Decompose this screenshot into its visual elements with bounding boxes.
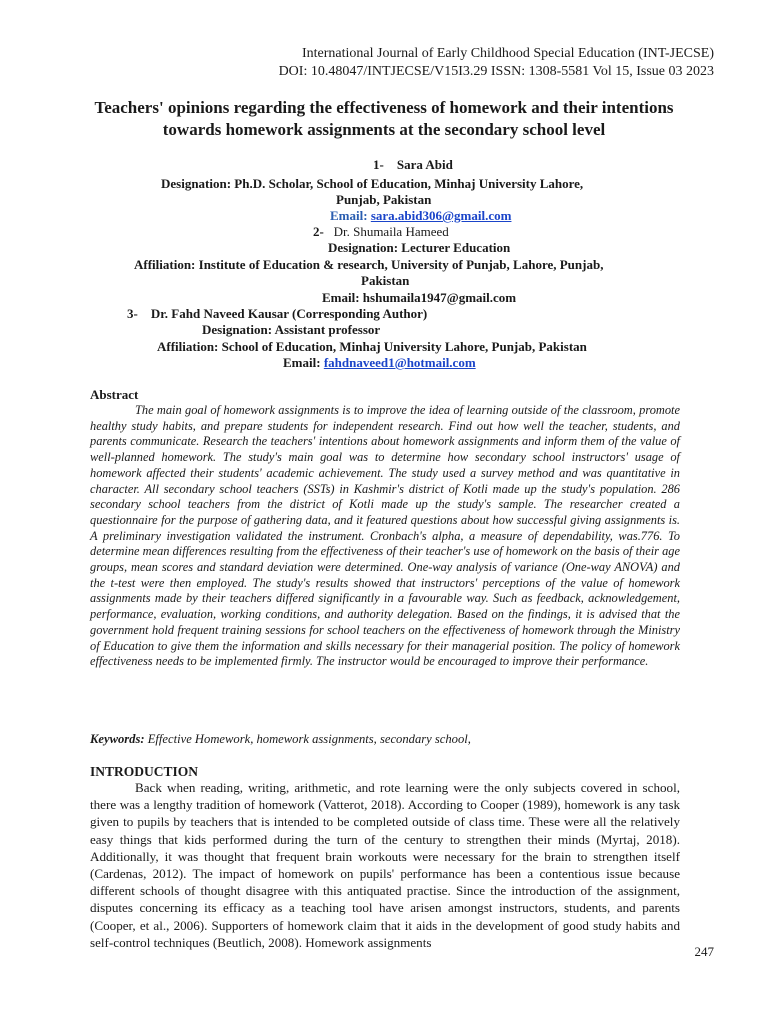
author-3-name: Dr. Fahd Naveed Kausar (Corresponding Author) bbox=[150, 306, 428, 321]
author-3-email bbox=[283, 355, 476, 372]
author-1-email bbox=[330, 208, 511, 225]
author-2-name: Dr. Shumaila Hameed bbox=[333, 224, 449, 239]
introduction-text: Back when reading, writing, arithmetic, and rote learning were the only subjects covered in school, there was a lengthy tradition of homework (Vatterot, 2018). According to Cooper (1989), homework is any task given to pupils by teachers that is intended to be completed outside of class time. These were all the relatively easy things that kids performed during the turn of the century to strengthen their minds (Myrtaj, 2018). Additionally, it was thought that frequent brain workouts were necessary for the brain to strengthen itself (Cardenas, 2012). The impact of homework on pupils' performance has been a contentious issue because different schools of thought disagree with this antiquated practise. Since the introduction of the assignment, disputes concerning its efficacy as a teaching tool have arisen amongst instructors, students, and parents (Cooper, et al., 2006). Supporters of homework claim that it aids in the development of good study habits and self-control techniques (Beutlich, 2008). Homework assignments bbox=[90, 780, 680, 950]
author-1 bbox=[373, 157, 453, 174]
paper-title: Teachers' opinions regarding the effectiveness of homework and their intentions towards homework assignments at the secondary school level bbox=[94, 98, 674, 139]
introduction-heading: INTRODUCTION bbox=[90, 764, 199, 779]
author-3-number: 3- bbox=[127, 306, 138, 321]
abstract-body bbox=[90, 403, 680, 670]
author-3-email-link[interactable]: fahdnaveed1@hotmail.com bbox=[323, 355, 476, 370]
author-1-designation: Designation: Ph.D. Scholar, School of Education, Minhaj University Lahore, bbox=[161, 176, 584, 191]
keywords bbox=[90, 731, 680, 747]
author-2-email: Email: hshumaila1947@gmail.com bbox=[322, 290, 517, 305]
author-2-number: 2- bbox=[313, 224, 324, 239]
author-1-name: Sara Abid bbox=[396, 157, 453, 172]
abstract-heading: Abstract bbox=[90, 387, 139, 402]
keywords-label: Keywords: bbox=[90, 732, 145, 746]
author-2 bbox=[313, 224, 449, 241]
email-label: Email: bbox=[330, 208, 368, 223]
page-number: 247 bbox=[694, 944, 714, 959]
author-3-affiliation: Affiliation: School of Education, Minhaj University Lahore, Punjab, Pakistan bbox=[157, 339, 587, 354]
email-label: Email: bbox=[283, 355, 321, 370]
author-1-number: 1- bbox=[373, 157, 384, 172]
author-2-affiliation: Affiliation: Institute of Education & research, University of Punjab, Lahore, Punjab, bbox=[134, 257, 604, 272]
running-header bbox=[279, 45, 714, 81]
doi-line: DOI: 10.48047/INTJECSE/V15I3.29 ISSN: 1308-5581 Vol 15, Issue 03 2023 bbox=[278, 64, 714, 79]
author-3 bbox=[127, 306, 427, 323]
author-2-designation: Designation: Lecturer Education bbox=[328, 240, 511, 255]
author-3-designation: Designation: Assistant professor bbox=[202, 322, 381, 337]
abstract-text: The main goal of homework assignments is to improve the idea of learning outside of the classroom, promote healthy study habits, and prepare students for independent research. Find out how well the teacher, students, and parents communicate. Research the teachers' intentions about homework assignments and inform them of the value of well-planned homework. The study's main goal was to determine how secondary school instructors' usage of homework affected their students' academic achievement. The study used a survey method and was quantitative in character. All secondary school teachers (SSTs) in Kashmir's district of Kotli made up the study's population. 286 secondary school teachers from the district of Kotli made up the study's sample. The researcher created a questionnaire for the purpose of gathering data, and it featured questions about how successful giving assignments is. A preliminary investigation validated the instrument. Cronbach's alpha, a measure of dependability, was.776. To determine mean differences resulting from the effectiveness of their teacher's use of homework on the basis of their age groups, mean scores and standard deviation were determined. One-way analysis of variance (One-way ANOVA) and the t-test were then employed. The study's results showed that instructors' perceptions of the value of homework assignments made by their teachers differed significantly in a favourable way. Such as feedback, acknowledgement, performance, evaluation, working conditions, and authority delegation. Based on the findings, it is advised that the government hold frequent training sessions for school teachers on the effectiveness of homework through the Ministry of Education to give them the information and skills necessary for their managerial position. The policy of homework effectiveness needs to be implemented firmly. The instructor would be encouraged to improve their performance. bbox=[90, 403, 680, 669]
introduction-body bbox=[90, 779, 680, 951]
author-1-location: Punjab, Pakistan bbox=[336, 192, 432, 207]
author-2-country: Pakistan bbox=[361, 273, 410, 288]
author-1-email-link[interactable]: sara.abid306@gmail.com bbox=[370, 208, 512, 223]
journal-name: International Journal of Early Childhood Special Education (INT-JECSE) bbox=[301, 46, 714, 61]
keywords-value: Effective Homework, homework assignments, secondary school, bbox=[147, 732, 471, 746]
